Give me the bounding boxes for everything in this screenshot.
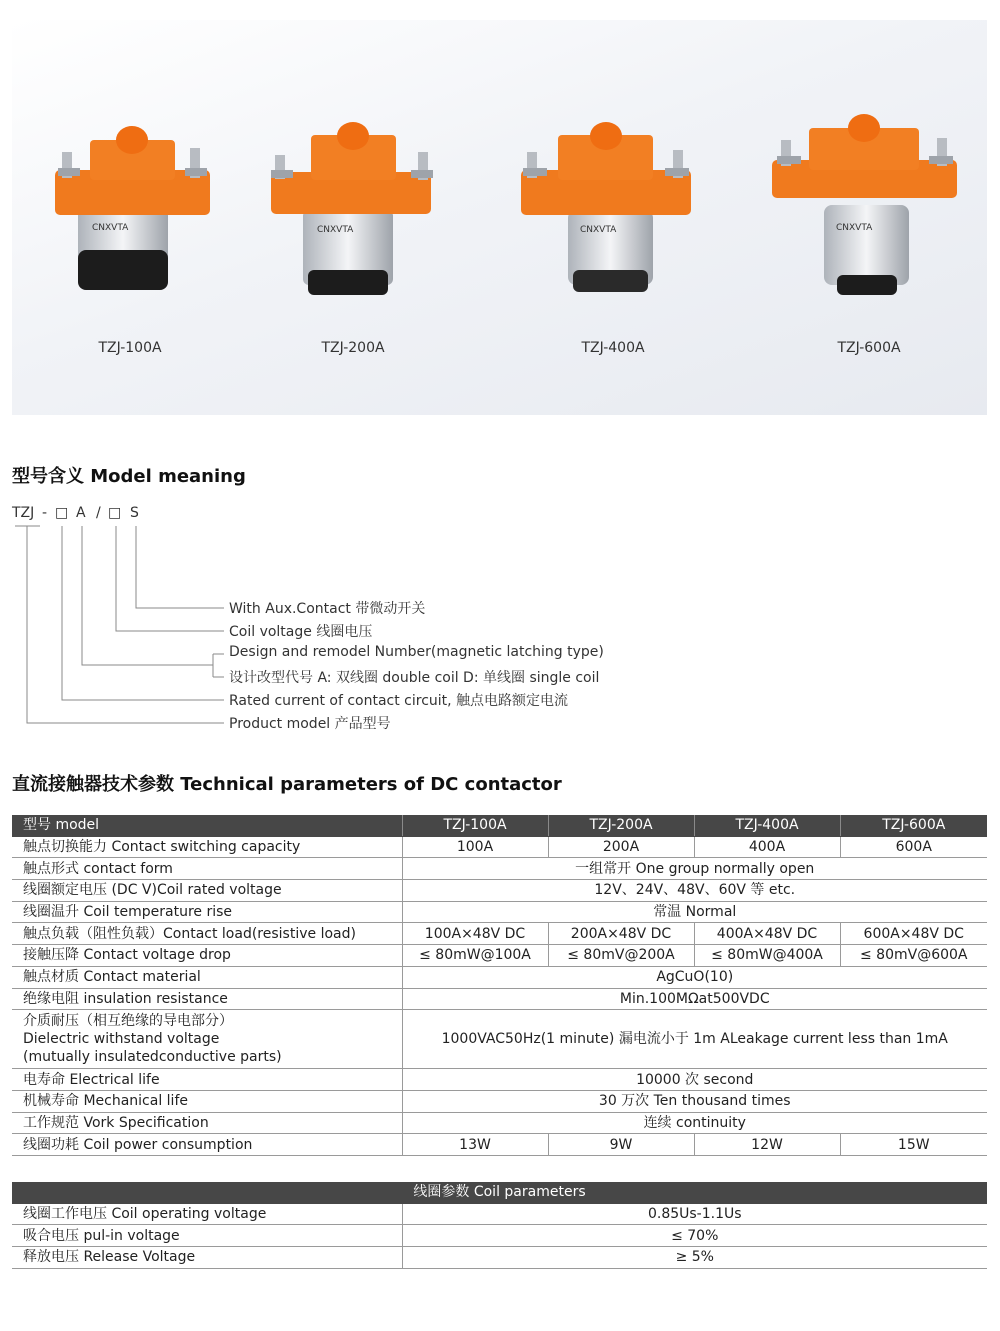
cell: 400A×48V DC [694,923,840,945]
row-label: 触点形式 contact form [12,858,402,880]
cell: 200A [548,836,694,858]
cell: 10000 次 second [402,1069,987,1091]
cell: 13W [402,1134,548,1156]
code-part: A [76,505,86,521]
cell: 常温 Normal [402,901,987,923]
row-label: 电寿命 Electrical life [12,1069,402,1091]
cell: 0.85Us-1.1Us [402,1203,987,1225]
cell: 200A×48V DC [548,923,694,945]
row-label: 线圈功耗 Coil power consumption [12,1134,402,1156]
header-cell: TZJ-600A [840,815,987,836]
label-line: 介质耐压（相互绝缘的导电部分） [23,1013,233,1030]
table-row [12,901,987,923]
cell: ≥ 5% [402,1247,987,1269]
brand-label: CNXVTA [317,225,354,235]
meaning-product-model: Product model 产品型号 [229,716,391,732]
table-row [12,858,987,880]
row-label: 工作规范 Vork Specification [12,1112,402,1134]
meaning-design-number: Design and remodel Number(magnetic latching type) [229,644,604,660]
table-row [12,988,987,1010]
brand-label: CNXVTA [92,223,129,233]
label-line: Dielectric withstand voltage [23,1031,220,1048]
meaning-coil-voltage: Coil voltage 线圈电压 [229,624,373,640]
cell: 一组常开 One group normally open [402,858,987,880]
cell: ≤ 80mW@100A [402,945,548,967]
table-row [12,1247,987,1269]
code-part: / [96,505,101,521]
cell: 连续 continuity [402,1112,987,1134]
brand-label: CNXVTA [580,225,617,235]
cell: ≤ 80mV@600A [840,945,987,967]
cell: 12W [694,1134,840,1156]
cell: AgCuO(10) [402,966,987,988]
cell: ≤ 70% [402,1225,987,1247]
row-label: 接触压降 Contact voltage drop [12,945,402,967]
row-label: 绝缘电阻 insulation resistance [12,988,402,1010]
code-part: S [130,505,139,521]
coil-params-title: 线圈参数 Coil parameters [12,1182,987,1203]
row-label: 线圈温升 Coil temperature rise [12,901,402,923]
meaning-aux-contact: With Aux.Contact 带微动开关 [229,601,426,617]
table-header-row [12,1182,987,1203]
cell: ≤ 80mV@200A [548,945,694,967]
header-cell: 型号 model [12,815,402,836]
header-cell: TZJ-400A [694,815,840,836]
row-label: 触点切换能力 Contact switching capacity [12,836,402,858]
tech-params-title: 直流接触器技术参数 Technical parameters of DC contactor [12,774,562,795]
table-row [12,1203,987,1225]
cell: 9W [548,1134,694,1156]
code-part: - [42,505,48,521]
cell: Min.100MΩat500VDC [402,988,987,1010]
product-caption: TZJ-100A [98,340,162,356]
coil-params-table [12,1182,987,1269]
cell: 600A [840,836,987,858]
table-row [12,1010,987,1069]
cell: 600A×48V DC [840,923,987,945]
code-part: □ [108,505,122,521]
label-line: (mutually insulatedconductive parts) [23,1049,282,1066]
product-caption: TZJ-400A [581,340,645,356]
table-row [12,1090,987,1112]
cell: 12V、24V、48V、60V 等 etc. [402,880,987,902]
table-row [12,945,987,967]
product-caption: TZJ-200A [321,340,385,356]
model-meaning-title: 型号含义 Model meaning [12,466,246,487]
table-row [12,880,987,902]
cell: ≤ 80mW@400A [694,945,840,967]
row-label: 线圈工作电压 Coil operating voltage [12,1203,402,1225]
cell: 1000VAC50Hz(1 minute) 漏电流小于 1m ALeakage current less than 1mA [402,1010,987,1069]
table-row [12,966,987,988]
cell: 400A [694,836,840,858]
row-label [12,1010,402,1069]
header-cell: TZJ-100A [402,815,548,836]
cell: 100A×48V DC [402,923,548,945]
brand-label: CNXVTA [836,223,873,233]
code-part: □ [55,505,69,521]
table-row [12,923,987,945]
header-cell: TZJ-200A [548,815,694,836]
code-part: TZJ [12,505,35,521]
meaning-design-code: 设计改型代号 A: 双线圈 double coil D: 单线圈 single coil [229,670,600,686]
row-label: 线圈额定电压 (DC V)Coil rated voltage [12,880,402,902]
cell: 100A [402,836,548,858]
product-caption: TZJ-600A [837,340,901,356]
table-row [12,1069,987,1091]
tech-params-table [12,815,987,1156]
row-label: 触点材质 Contact material [12,966,402,988]
table-header-row [12,815,987,836]
table-row [12,1112,987,1134]
table-row [12,1134,987,1156]
row-label: 吸合电压 pul-in voltage [12,1225,402,1247]
meaning-rated-current: Rated current of contact circuit, 触点电路额定电流 [229,693,569,709]
cell: 15W [840,1134,987,1156]
row-label: 释放电压 Release Voltage [12,1247,402,1269]
table-row [12,836,987,858]
row-label: 触点负载（阻性负载）Contact load(resistive load) [12,923,402,945]
row-label: 机械寿命 Mechanical life [12,1090,402,1112]
cell: 30 万次 Ten thousand times [402,1090,987,1112]
table-row [12,1225,987,1247]
